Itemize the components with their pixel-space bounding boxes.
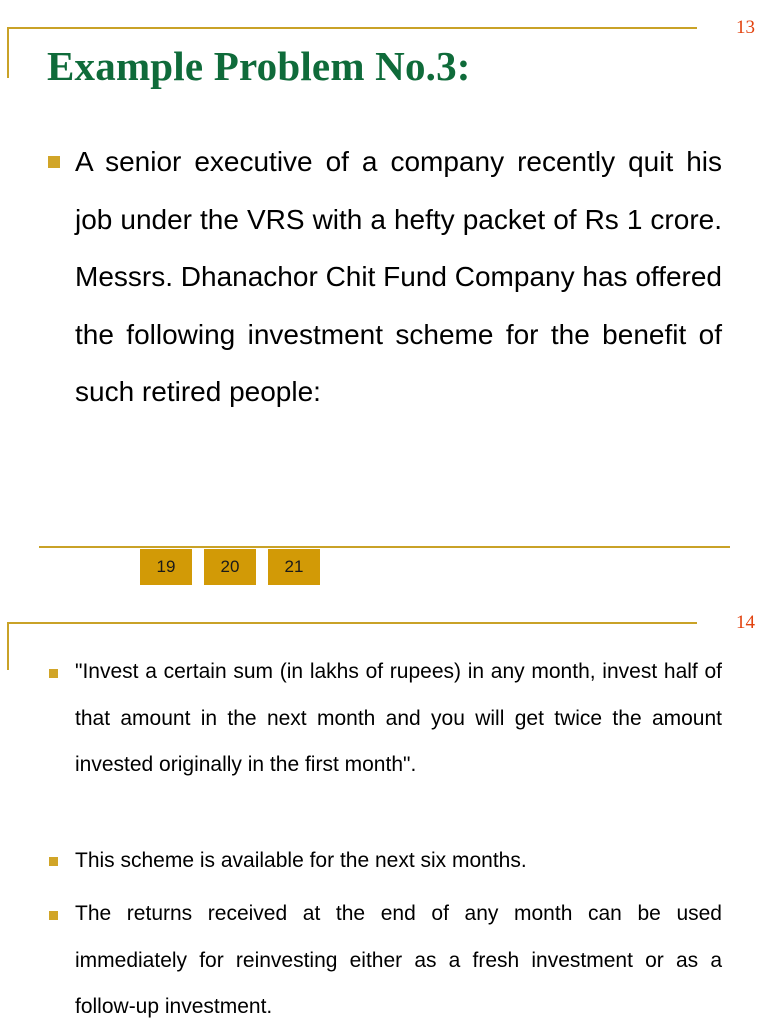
slide-frame-top	[7, 622, 697, 624]
page-button-20[interactable]: 20	[204, 549, 256, 585]
bullet-text: This scheme is available for the next six months.	[75, 849, 527, 872]
bullet-text: The returns received at the end of any month can be used immediately for reinvesting either as a fresh investment or as a follow-up investment.	[75, 902, 722, 1018]
page-button-21[interactable]: 21	[268, 549, 320, 585]
bullet-text: A senior executive of a company recently quit his job under the VRS with a hefty packet of Rs 1 crore. Messrs. Dhanachor Chit Fund Company has offered the following investment scheme for the benefit of such retired people:	[75, 146, 722, 407]
slide-frame-left	[7, 27, 9, 78]
square-bullet-icon	[48, 156, 60, 168]
slide-frame-top	[7, 27, 697, 29]
bullet-text: "Invest a certain sum (in lakhs of rupees) in any month, invest half of that amount in the next month and you will get twice the amount invested originally in the first month".	[75, 660, 722, 776]
slide-number: 14	[736, 612, 755, 633]
square-bullet-icon	[49, 911, 58, 920]
slide-number: 13	[736, 17, 755, 38]
slide-title: Example Problem No.3:	[47, 43, 471, 89]
slide-divider	[39, 546, 730, 548]
square-bullet-icon	[49, 857, 58, 866]
square-bullet-icon	[49, 669, 58, 678]
slide-frame-left	[7, 622, 9, 670]
page-button-19[interactable]: 19	[140, 549, 192, 585]
